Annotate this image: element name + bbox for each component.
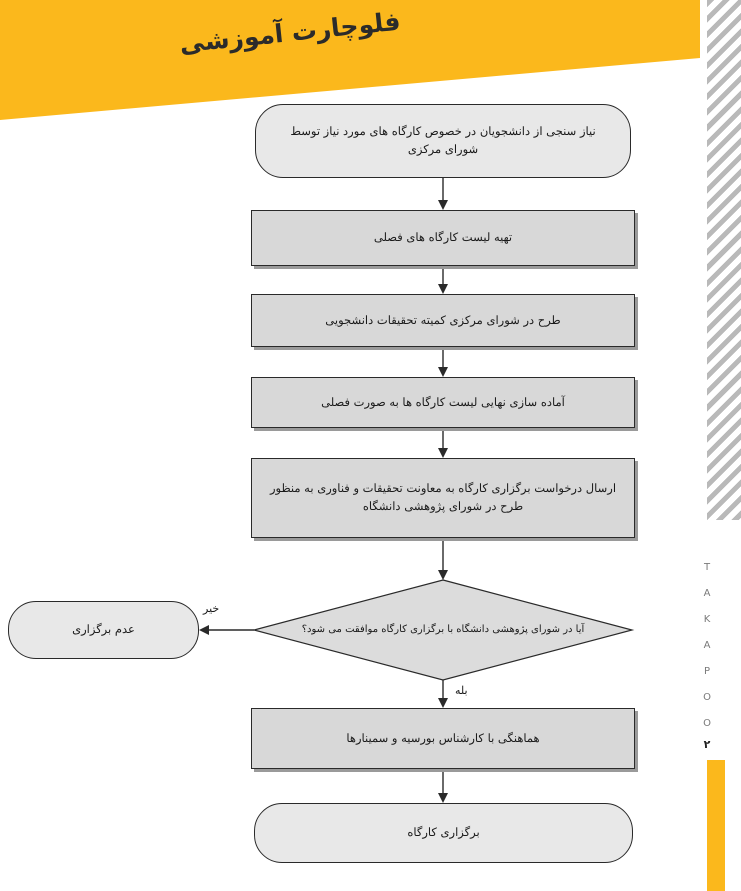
brand-letter: K: [703, 614, 711, 625]
brand-letter: A: [703, 588, 711, 599]
end-node: برگزاری کارگاه: [254, 803, 633, 863]
step-5-box: ارسال درخواست برگزاری کارگاه به معاونت تحقیقات و فناوری به منظور طرح در شورای پژوهشی دانشگاه: [251, 458, 635, 538]
brand-letter: T: [703, 562, 711, 573]
yes-label: بله: [455, 684, 468, 697]
step-2-box: تهیه لیست کارگاه های فصلی: [251, 210, 635, 266]
decision-text: آیا در شورای پژوهشی دانشگاه با برگزاری کارگاه موافقت می شود؟: [301, 624, 585, 636]
brand-letter: O: [703, 718, 711, 729]
step-4-box: آماده سازی نهایی لیست کارگاه ها به صورت فصلی: [251, 377, 635, 428]
brand-letter: A: [703, 640, 711, 651]
coordination-box: هماهنگی با کارشناس بورسیه و سمینارها: [251, 708, 635, 769]
page-number: ۲: [703, 738, 711, 751]
page-title: فلوچارت آموزشی: [178, 6, 402, 59]
brand-letter: P: [703, 666, 711, 677]
brand-letter: O: [703, 692, 711, 703]
start-node: نیاز سنجی از دانشجویان در خصوص کارگاه های مورد نیاز توسط شورای مرکزی: [255, 104, 631, 178]
no-label: خیر: [203, 602, 220, 615]
step-3-box: طرح در شورای مرکزی کمیته تحقیقات دانشجویی: [251, 294, 635, 347]
no-result-node: عدم برگزاری: [8, 601, 199, 659]
